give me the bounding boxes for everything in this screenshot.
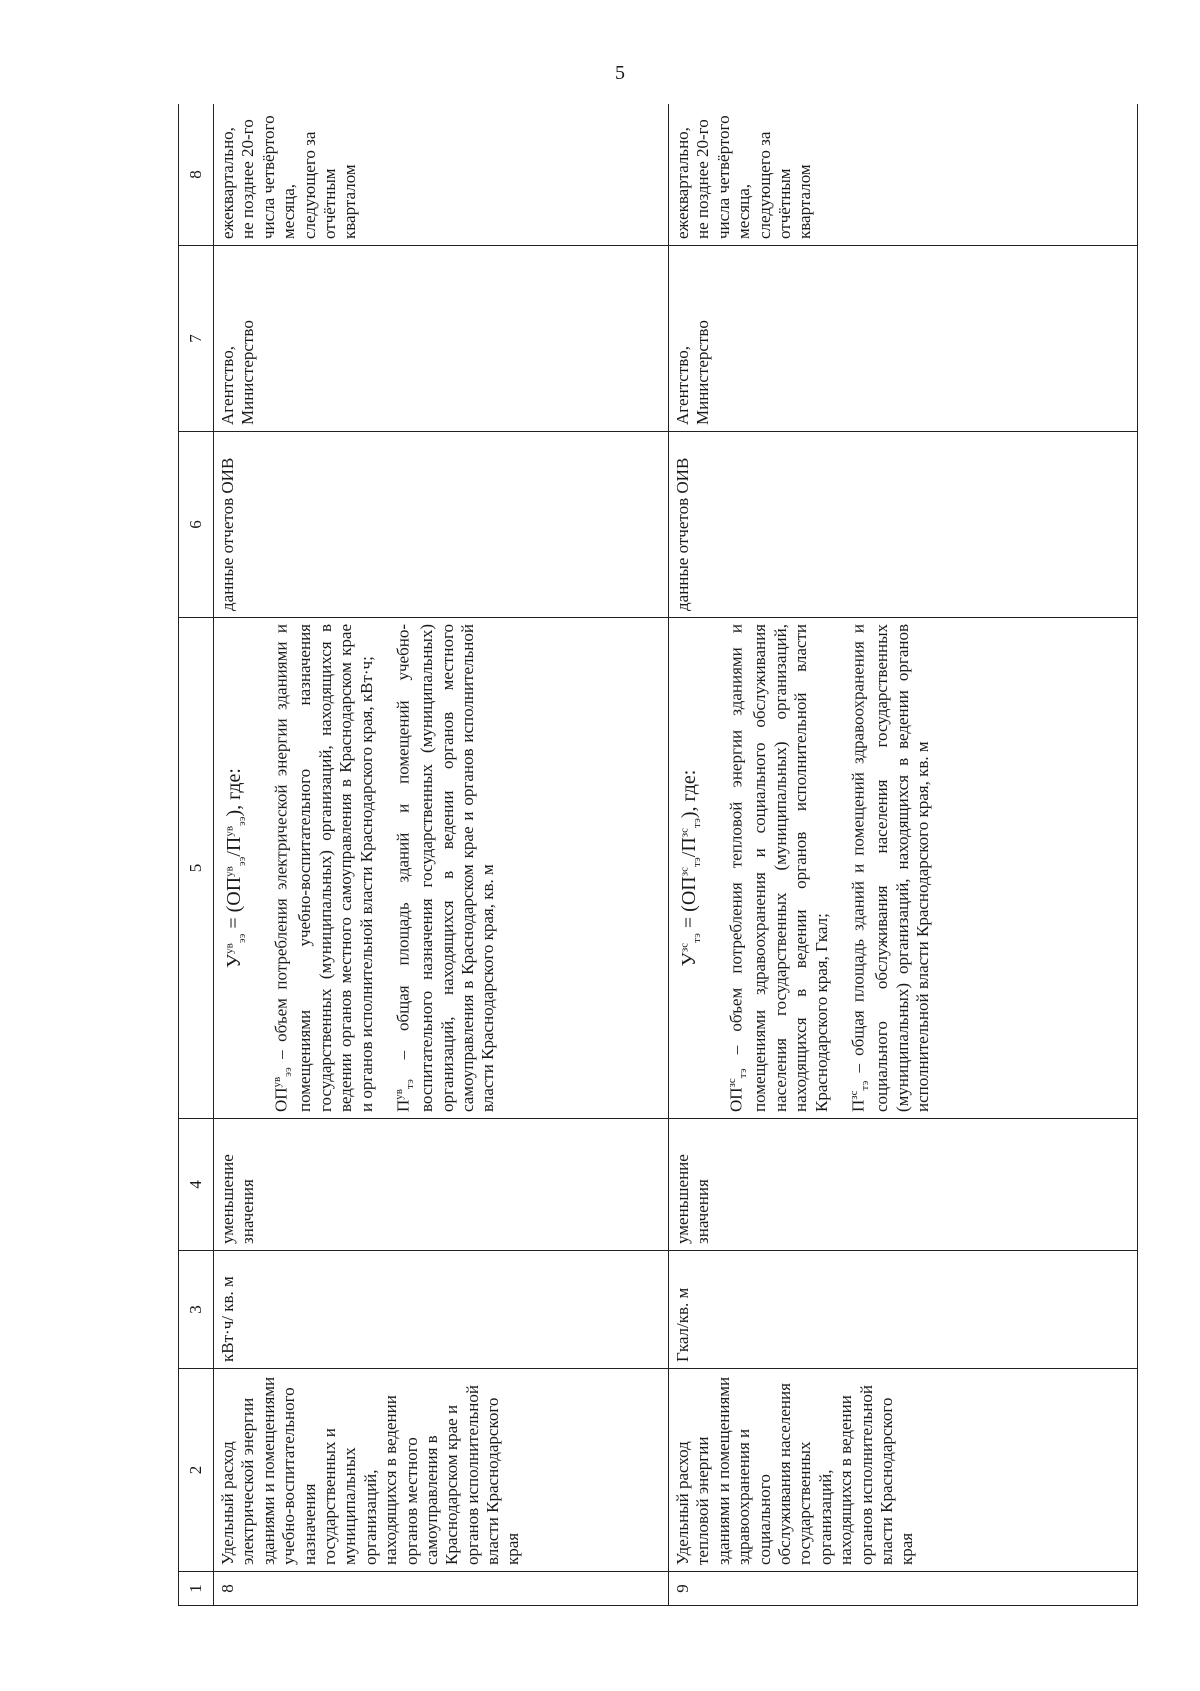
formula: $У^{зс}_{тэ} = (ОП^{зс}_{тэ}/П^{зс}_{тэ})$, где: <box>678 769 703 967</box>
header-col-3: 3 <box>179 1251 214 1369</box>
header-col-1: 1 <box>179 1572 214 1606</box>
source-cell: данные отчетов ОИВ <box>669 432 1138 618</box>
row-number: 8 <box>214 1572 669 1606</box>
indicator-table <box>178 104 1138 1606</box>
header-col-7: 7 <box>179 246 214 432</box>
source-cell: данные отчетов ОИВ <box>214 432 669 618</box>
header-col-5: 5 <box>179 618 214 1119</box>
definition-consumption: $ОП^{зс}_{тэ}$ – объем потребления тепловой энергии зданиями и помещениями здравоохранения и социального обслуживания населения государственных (муниципальных) организаций, находящихся в ведении органов исполнительной власти Краснодарского края, Гкал; <box>726 624 831 1112</box>
header-col-4: 4 <box>179 1119 214 1251</box>
formula: $У^{ув}_{ээ} = (ОП^{ув}_{ээ}/П^{ув}_{ээ})$, где: <box>223 768 248 968</box>
direction-cell: уменьшение значения <box>669 1119 1138 1251</box>
definition-consumption: $ОП^{ув}_{ээ}$ – объем потребления электрической энергии зданиями и помещениями учебно-воспитательного назначения государственных (муниципальных) организаций, находящихся в ведении органов местного самоуправления в Краснодарском крае и органов исполнительной власти Краснодарского края, кВт·ч; <box>271 624 376 1112</box>
direction-cell: уменьшение значения <box>214 1119 669 1251</box>
definition-area: $П^{зс}_{тэ}$ – общая площадь зданий и помещений здравоохранения и социального обслуживания населения государственных (муниципальных) организаций, находящихся в ведении органов исполнительной власти Краснодарского края, кв. м <box>847 624 932 1112</box>
responsible-cell: Агентство, Министерство <box>669 246 1138 432</box>
deadline-cell: ежеквартально, не позднее 20-го числа четвёртого месяца, следующего за отчётным кварталом <box>214 104 669 246</box>
header-col-8: 8 <box>179 104 214 246</box>
deadline-cell: ежеквартально, не позднее 20-го числа четвёртого месяца, следующего за отчётным кварталом <box>669 104 1138 246</box>
responsible-cell: Агентство, Министерство <box>214 246 669 432</box>
indicator-name: Удельный расход тепловой энергии зданиями и помещениями здравоохранения и социального обслуживания населения государственных организаций, находящихся в ведении органов исполнительной власти Краснодарского края <box>669 1369 1138 1572</box>
header-col-6: 6 <box>179 432 214 618</box>
indicator-table-frame <box>178 104 1138 1606</box>
row-number: 9 <box>669 1572 1138 1606</box>
table-row <box>214 104 669 1606</box>
method-cell <box>214 618 669 1119</box>
page-number: 5 <box>615 62 625 84</box>
definition-area: $П^{ув}_{тэ}$ – общая площадь зданий и помещений учебно-воспитательного назначения государственных (муниципальных) организаций, находящихся в ведении органов местного самоуправления в Краснодарском крае и органов исполнительной власти Краснодарского края, кв. м <box>392 624 498 1112</box>
header-row <box>179 104 214 1606</box>
table-row <box>669 104 1138 1606</box>
unit-cell: кВт·ч/ кв. м <box>214 1251 669 1369</box>
indicator-table-rotated <box>178 104 1138 1606</box>
unit-cell: Гкал/кв. м <box>669 1251 1138 1369</box>
header-col-2: 2 <box>179 1369 214 1572</box>
method-cell <box>669 618 1138 1119</box>
indicator-name: Удельный расход электрической энергии зданиями и помещениями учебно-воспитательного назначения государственных и муниципальных организаций, находящихся в ведении органов местного самоуправления в Краснодарском крае и органов исполнительной власти Краснодарского края <box>214 1369 669 1572</box>
